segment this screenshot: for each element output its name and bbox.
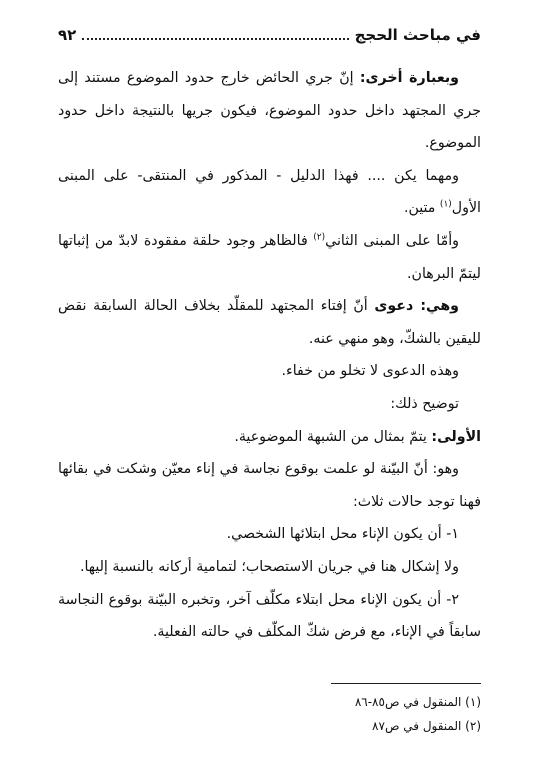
- paragraph-9-text: ١- أن يكون الإناء محل ابتلائها الشخصي.: [226, 526, 459, 543]
- paragraph-10: [58, 551, 481, 584]
- paragraph-2-text-a: ومهما يكن .... فهذا الدليل - المذكور في المنتقى- على المبنى الأول: [58, 167, 481, 217]
- paragraph-3-text-a: وأمّا على المبنى الثاني: [325, 232, 459, 249]
- page-number: ٩٢: [58, 26, 77, 44]
- running-header: [58, 26, 481, 50]
- paragraph-5: [58, 355, 481, 388]
- paragraph-3: [58, 225, 481, 290]
- paragraph-11: [58, 584, 481, 649]
- paragraph-3-text-b: فالظاهر وجود حلقة مفقودة لابدّ من إثباتها ليتمّ البرهان.: [58, 232, 481, 282]
- paragraph-8-text: وهو: أنّ البيّنة لو علمت بوقوع نجاسة في إناء معيّن وشكت في بقائها فهنا توجد حالات ثلاث:: [58, 461, 481, 510]
- header-title: في مباحث الحجج: [354, 26, 481, 44]
- paragraph-4: [58, 290, 481, 355]
- paragraph-5-text: وهذه الدعوى لا تخلو من خفاء.: [281, 363, 459, 380]
- paragraph-7-lead: الأولى:: [431, 428, 481, 445]
- footnote-2: (٢) المنقول في ص٨٧: [372, 719, 481, 733]
- paragraph-4-lead: وهي: دعوى: [374, 298, 459, 315]
- footnote-separator: [331, 683, 481, 684]
- paragraph-9: [58, 518, 481, 551]
- paragraph-10-text: ولا إشكال هنا في جريان الاستصحاب؛ لتمامية أركانه بالنسبة إليها.: [79, 558, 459, 575]
- paragraph-1: [58, 62, 481, 160]
- header-dot-leader: [82, 26, 348, 40]
- paragraph-6: [58, 388, 481, 421]
- paragraph-1-text: إنّ جري الحائض خارج حدود الموضوع مستند إلى جري المجتهد داخل حدود الموضوع، فيكون جريها بالنتيجة داخل حدود الموضوع.: [58, 70, 481, 152]
- paragraph-11-text: ٢- أن يكون الإناء محل ابتلاء مكلّف آخر، وتخبره البيّنة بوقوع النجاسة سابقاً في الإناء، مع فرض شكّ المكلّف في حالته الفعلية.: [58, 591, 481, 641]
- body-text: [58, 62, 481, 649]
- footnote-1: (١) المنقول في ص٨٥-٨٦: [354, 695, 481, 709]
- paragraph-7: [58, 421, 481, 454]
- paragraph-2-text-b: متين.: [403, 200, 440, 217]
- footnote-ref-1: (١): [439, 199, 452, 210]
- paragraph-2: [58, 160, 481, 225]
- paragraph-4-text: أنّ إفتاء المجتهد للمقلّد بخلاف الحالة السابقة نقض لليقين بالشكّ، وهو منهي عنه.: [58, 298, 481, 347]
- footnote-ref-2: (٢): [313, 232, 326, 243]
- footnotes: [58, 690, 481, 738]
- paragraph-7-text: يتمّ بمثال من الشبهة الموضوعية.: [234, 428, 432, 445]
- paragraph-8: [58, 453, 481, 518]
- paragraph-1-lead: وبعبارة أخرى:: [359, 70, 459, 86]
- paragraph-6-text: توضيح ذلك:: [390, 395, 459, 412]
